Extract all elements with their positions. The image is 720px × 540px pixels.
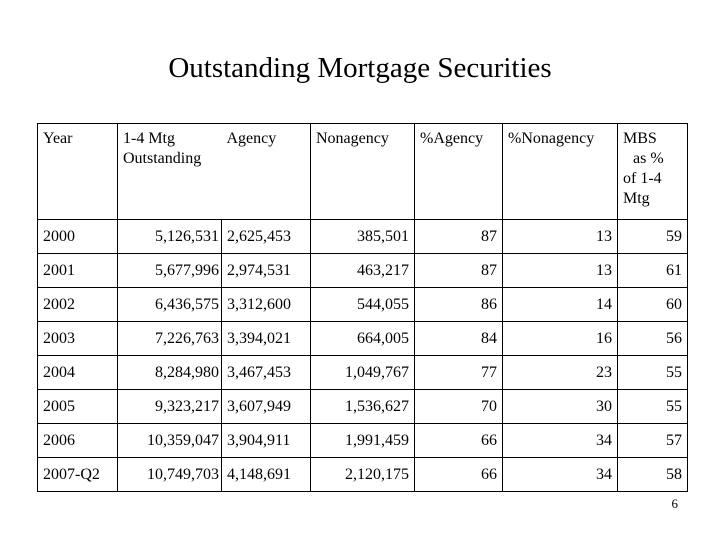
cell-pct-nonagency: 14 — [503, 288, 618, 322]
cell-year: 2005 — [38, 390, 118, 424]
cell-pct-nonagency: 16 — [503, 322, 618, 356]
header-pct-agency: %Agency — [415, 124, 503, 220]
header-mbs-line1: MBS — [623, 130, 657, 147]
header-mbs-line3: of 1-4 — [623, 170, 662, 187]
cell-mbs-pct: 56 — [618, 322, 688, 356]
table-row — [38, 220, 688, 254]
table-row — [38, 458, 688, 492]
page-number: 6 — [671, 496, 678, 511]
cell-pct-nonagency: 13 — [503, 220, 618, 254]
cell-agency: 2,625,453 — [222, 220, 311, 254]
table-body — [38, 220, 688, 492]
cell-mbs-pct: 61 — [618, 254, 688, 288]
mortgage-securities-table — [37, 123, 688, 492]
cell-year: 2003 — [38, 322, 118, 356]
cell-mtg-outstanding: 10,749,703 — [118, 458, 222, 492]
cell-mbs-pct: 58 — [618, 458, 688, 492]
cell-agency: 3,312,600 — [222, 288, 311, 322]
page-title: Outstanding Mortgage Securities — [168, 52, 552, 84]
cell-mtg-outstanding: 7,226,763 — [118, 322, 222, 356]
cell-nonagency: 544,055 — [311, 288, 415, 322]
cell-pct-agency: 70 — [415, 390, 503, 424]
cell-year: 2000 — [38, 220, 118, 254]
cell-mbs-pct: 57 — [618, 424, 688, 458]
cell-year: 2002 — [38, 288, 118, 322]
cell-mtg-outstanding: 6,436,575 — [118, 288, 222, 322]
cell-mbs-pct: 55 — [618, 356, 688, 390]
cell-year: 2004 — [38, 356, 118, 390]
table-row — [38, 356, 688, 390]
cell-nonagency: 2,120,175 — [311, 458, 415, 492]
table-row — [38, 424, 688, 458]
header-mtg-line2: Outstanding — [123, 150, 202, 167]
cell-pct-nonagency: 34 — [503, 424, 618, 458]
header-mbs-pct — [618, 124, 688, 220]
cell-year: 2006 — [38, 424, 118, 458]
header-year: Year — [38, 124, 118, 220]
cell-agency: 3,904,911 — [222, 424, 311, 458]
cell-mbs-pct: 60 — [618, 288, 688, 322]
cell-year: 2007-Q2 — [38, 458, 118, 492]
cell-agency: 3,394,021 — [222, 322, 311, 356]
table-row — [38, 322, 688, 356]
cell-nonagency: 1,049,767 — [311, 356, 415, 390]
cell-mtg-outstanding: 5,677,996 — [118, 254, 222, 288]
cell-nonagency: 1,536,627 — [311, 390, 415, 424]
header-nonagency: Nonagency — [311, 124, 415, 220]
header-mbs-line2: as % — [633, 150, 664, 167]
cell-mbs-pct: 55 — [618, 390, 688, 424]
header-mtg-line1: 1-4 Mtg — [123, 130, 175, 147]
header-agency: Agency — [222, 124, 311, 220]
cell-nonagency: 1,991,459 — [311, 424, 415, 458]
cell-pct-nonagency: 23 — [503, 356, 618, 390]
header-pct-nonagency: %Nonagency — [503, 124, 618, 220]
cell-pct-agency: 66 — [415, 458, 503, 492]
cell-mtg-outstanding: 5,126,531 — [118, 220, 222, 254]
cell-pct-nonagency: 13 — [503, 254, 618, 288]
cell-pct-nonagency: 34 — [503, 458, 618, 492]
table-row — [38, 288, 688, 322]
cell-pct-agency: 66 — [415, 424, 503, 458]
cell-pct-agency: 87 — [415, 220, 503, 254]
cell-nonagency: 385,501 — [311, 220, 415, 254]
cell-pct-agency: 84 — [415, 322, 503, 356]
header-mtg-outstanding — [118, 124, 222, 220]
cell-agency: 3,467,453 — [222, 356, 311, 390]
cell-pct-agency: 86 — [415, 288, 503, 322]
cell-year: 2001 — [38, 254, 118, 288]
cell-mbs-pct: 59 — [618, 220, 688, 254]
cell-nonagency: 664,005 — [311, 322, 415, 356]
cell-pct-nonagency: 30 — [503, 390, 618, 424]
cell-mtg-outstanding: 9,323,217 — [118, 390, 222, 424]
table-row — [38, 390, 688, 424]
cell-nonagency: 463,217 — [311, 254, 415, 288]
header-mbs-line4: Mtg — [623, 190, 650, 207]
cell-agency: 4,148,691 — [222, 458, 311, 492]
cell-pct-agency: 87 — [415, 254, 503, 288]
table-header-row — [38, 124, 688, 220]
table-row — [38, 254, 688, 288]
cell-agency: 3,607,949 — [222, 390, 311, 424]
cell-agency: 2,974,531 — [222, 254, 311, 288]
cell-mtg-outstanding: 10,359,047 — [118, 424, 222, 458]
cell-mtg-outstanding: 8,284,980 — [118, 356, 222, 390]
cell-pct-agency: 77 — [415, 356, 503, 390]
